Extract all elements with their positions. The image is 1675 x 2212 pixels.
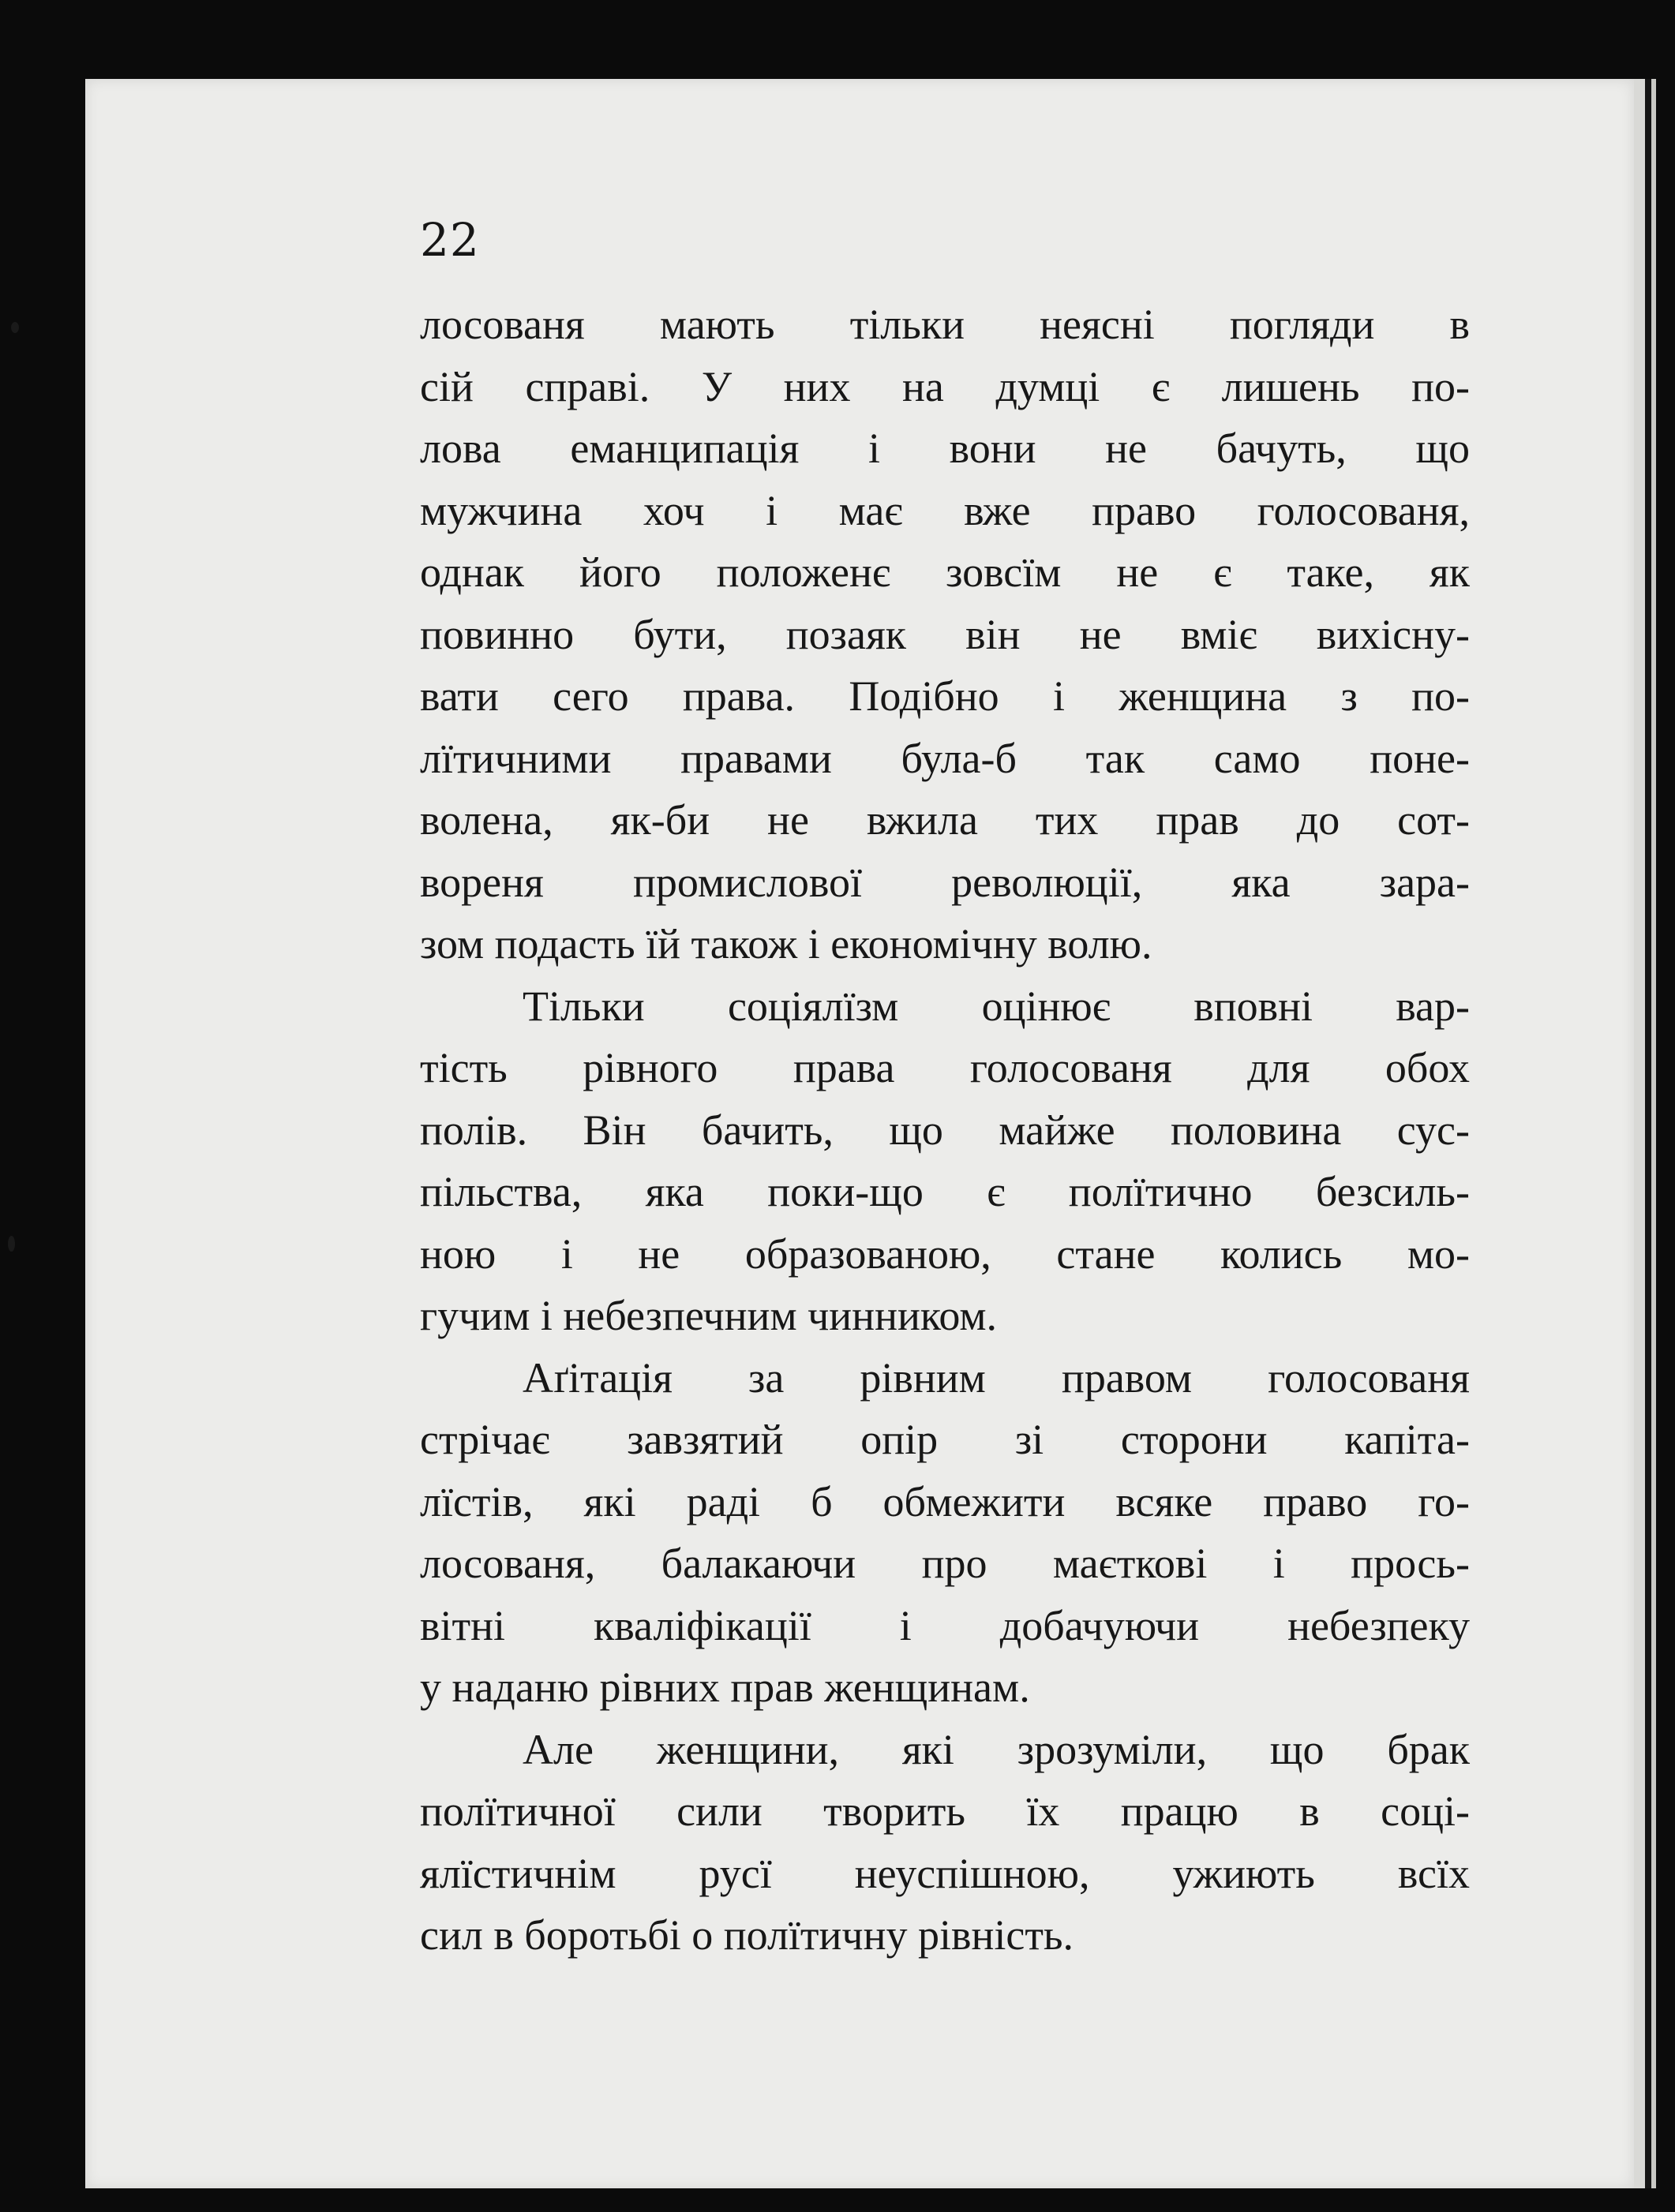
- text-line: мужчина хоч і має вже право голосованя,: [420, 486, 1470, 534]
- scan-speck: [8, 1236, 15, 1252]
- text-line: ною і не образованою, стане колись мо-: [420, 1230, 1470, 1278]
- page-edge: [1634, 79, 1645, 2188]
- text-line: полїтичної сили творить їх працю в соці-: [420, 1787, 1470, 1835]
- text-line: вореня промислової революції, яка зара-: [420, 858, 1470, 906]
- page-edge: [1645, 79, 1651, 2188]
- text-line: лосованя мають тільки неясні погляди в: [420, 301, 1470, 348]
- page-edge: [1656, 79, 1675, 2188]
- text-line: волена, як-би не вжила тих прав до сот-: [420, 796, 1470, 844]
- text-line: однак його положенє зовсїм не є таке, як: [420, 548, 1470, 596]
- text-line: ялїстичнім русї неуспішною, ужиють всїх: [420, 1849, 1470, 1897]
- text-line: сил в боротьбі о полїтичну рівність.: [420, 1911, 1074, 1959]
- text-line: у наданю рівних прав женщинам.: [420, 1664, 1030, 1711]
- text-line: Тільки соціялїзм оцінює вповні вар-: [523, 982, 1470, 1030]
- text-line: Аґітація за рівним правом голосованя: [523, 1353, 1470, 1402]
- text-line: лїстів, які раді б обмежити всяке право го-: [420, 1477, 1470, 1525]
- page-number: 22: [420, 213, 480, 267]
- text-line: лова еманципація і вони не бачуть, що: [420, 425, 1470, 472]
- scan-speck: [11, 322, 19, 333]
- text-line: пільства, яка поки-що є полїтично безсиль-: [420, 1168, 1470, 1215]
- text-line: полів. Він бачить, що майже половина сус-: [420, 1106, 1470, 1154]
- text-line: стрічає завзятий опір зі сторони капіта-: [420, 1416, 1470, 1463]
- text-line: лосованя, балакаючи про маєткові і прось-: [420, 1540, 1470, 1587]
- text-line: повинно бути, позаяк він не вміє вихісну-: [420, 610, 1470, 658]
- text-line: вати сего права. Подібно і женщина з по-: [420, 672, 1470, 720]
- text-line: тість рівного права голосованя для обох: [420, 1044, 1470, 1091]
- text-line: гучим і небезпечним чинником.: [420, 1292, 998, 1339]
- text-line: вітні кваліфікації і добачуючи небезпеку: [420, 1601, 1470, 1649]
- text-line: лїтичними правами була-б так само поне-: [420, 734, 1470, 782]
- body-text: [420, 294, 1470, 1967]
- text-line: Але женщини, які зрозуміли, що брак: [523, 1725, 1470, 1773]
- text-line: сій справі. У них на думці є лишень по-: [420, 362, 1470, 410]
- text-line: зом подасть їй також і економічну волю.: [420, 920, 1152, 968]
